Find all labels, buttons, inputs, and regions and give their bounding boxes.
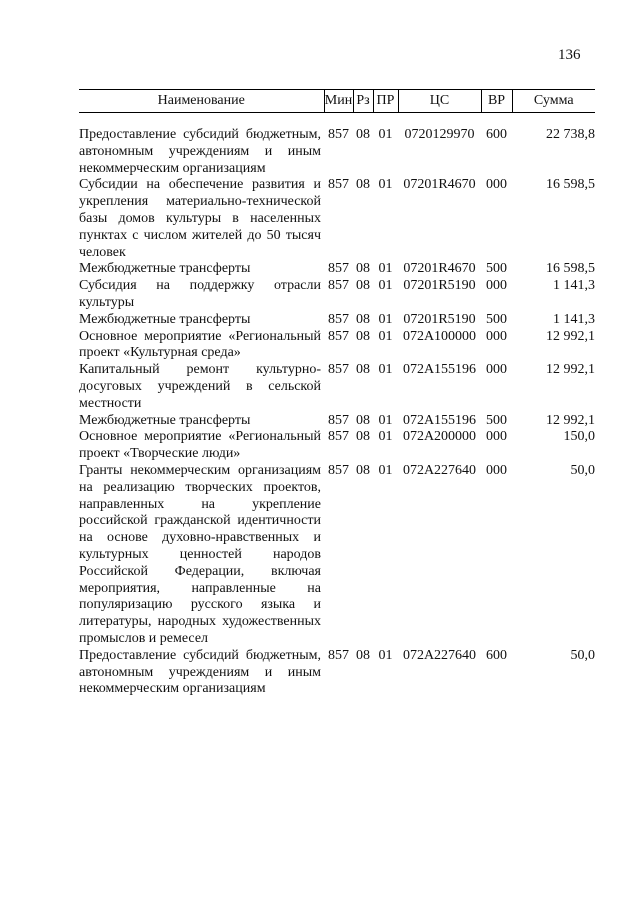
- table-row: [79, 429, 595, 463]
- row-name: Капитальный ремонт культурно-досуговых учреждений в сельской местности: [79, 362, 321, 411]
- row-min: 857: [328, 177, 349, 193]
- row-min: 857: [328, 127, 349, 142]
- row-cs: 072A200000: [402, 429, 477, 445]
- row-vr: 600: [486, 127, 507, 142]
- row-pr: 01: [378, 429, 393, 445]
- row-sum: 12 992,1: [546, 362, 595, 378]
- row-rz: 08: [356, 647, 370, 663]
- row-vr: 000: [486, 278, 507, 294]
- spacer-cell: [79, 113, 595, 128]
- row-rz: 08: [356, 362, 370, 378]
- header-vr: ВР: [481, 90, 512, 113]
- row-pr: 01: [378, 647, 393, 663]
- row-sum: 1 141,3: [553, 278, 595, 294]
- table-row: [79, 312, 595, 329]
- row-sum: 22 738,8: [546, 127, 595, 142]
- row-min: 857: [328, 311, 349, 327]
- row-cs: 072A227640: [402, 647, 477, 663]
- row-pr: 01: [378, 177, 393, 193]
- row-name: Предоставление субсидий бюджетным, автономным учреждениям и иным некоммерческим организациям: [79, 647, 321, 697]
- row-min: 857: [328, 412, 349, 428]
- row-vr: 000: [486, 177, 507, 193]
- row-sum: 50,0: [570, 647, 595, 663]
- row-name: Межбюджетные трансферты: [79, 412, 251, 428]
- page-number: 136: [558, 47, 581, 63]
- row-min: 857: [328, 328, 349, 344]
- row-pr: 01: [378, 311, 393, 327]
- row-min: 857: [328, 462, 349, 478]
- row-min: 857: [328, 647, 349, 663]
- row-vr: 600: [486, 647, 507, 663]
- row-cs: 072A227640: [402, 462, 477, 478]
- row-vr: 000: [486, 462, 507, 478]
- row-min: 857: [328, 278, 349, 294]
- header-gap: [79, 113, 595, 128]
- table-row: [79, 329, 595, 363]
- table-row: [79, 278, 595, 312]
- header-pr: ПР: [373, 90, 398, 113]
- row-pr: 01: [378, 127, 393, 142]
- row-rz: 08: [356, 328, 370, 344]
- row-pr: 01: [378, 261, 393, 277]
- row-vr: 000: [486, 362, 507, 378]
- table-row: [79, 362, 595, 412]
- row-cs: 07201R4670: [403, 177, 476, 193]
- row-cs: 072A155196: [402, 362, 477, 378]
- row-name: Межбюджетные трансферты: [79, 311, 251, 327]
- row-vr: 000: [486, 328, 507, 344]
- row-name: Субсидия на поддержку отрасли культуры: [79, 278, 321, 310]
- row-rz: 08: [356, 311, 370, 327]
- row-name: Гранты некоммерческим организациям на реализацию творческих проектов, направленных на укрепление российской гражданской идентичности на основе духовно-нравственных и культурных ценностей народов Российской Федерации, включая мероприятия, направленные на популяризацию русского языка и литературы, народных художественных промыслов и ремесел: [79, 462, 321, 646]
- row-rz: 08: [356, 127, 370, 142]
- row-cs: 07201R5190: [403, 278, 476, 294]
- row-sum: 16 598,5: [546, 177, 595, 193]
- row-rz: 08: [356, 261, 370, 277]
- row-cs: 072A100000: [402, 328, 477, 344]
- row-vr: 500: [486, 261, 507, 277]
- row-pr: 01: [378, 462, 393, 478]
- row-sum: 12 992,1: [546, 328, 595, 344]
- row-sum: 50,0: [570, 462, 595, 478]
- row-name: Субсидии на обеспечение развития и укрепления материально-технической базы домов культуры в населенных пунктах с числом жителей до 50 тысяч человек: [79, 177, 321, 260]
- row-pr: 01: [378, 278, 393, 294]
- table-row: [79, 177, 595, 261]
- table-row: [79, 648, 595, 698]
- row-sum: 12 992,1: [546, 412, 595, 428]
- header-cs: ЦС: [398, 90, 481, 113]
- budget-table: [79, 89, 595, 698]
- header-min: Мин: [324, 90, 353, 113]
- header-name: Наименование: [79, 90, 324, 113]
- row-pr: 01: [378, 362, 393, 378]
- row-sum: 150,0: [563, 429, 595, 445]
- table-row: [79, 463, 595, 648]
- row-rz: 08: [356, 278, 370, 294]
- row-rz: 08: [356, 177, 370, 193]
- row-rz: 08: [356, 429, 370, 445]
- row-name: Межбюджетные трансферты: [79, 261, 251, 277]
- row-sum: 1 141,3: [553, 311, 595, 327]
- row-name: Основное мероприятие «Региональный проект «Творческие люди»: [79, 429, 321, 462]
- table-row: [79, 413, 595, 430]
- header-rz: Рз: [353, 90, 373, 113]
- row-cs: 07201R5190: [403, 311, 476, 327]
- row-sum: 16 598,5: [546, 261, 595, 277]
- table-row: [79, 127, 595, 177]
- row-pr: 01: [378, 328, 393, 344]
- row-min: 857: [328, 362, 349, 378]
- row-vr: 500: [486, 311, 507, 327]
- row-pr: 01: [378, 412, 393, 428]
- row-vr: 000: [486, 429, 507, 445]
- row-cs: 072A155196: [402, 412, 477, 428]
- row-rz: 08: [356, 462, 370, 478]
- row-name: Основное мероприятие «Региональный проект «Культурная среда»: [79, 328, 321, 361]
- row-rz: 08: [356, 412, 370, 428]
- row-min: 857: [328, 261, 349, 277]
- header-sum: Сумма: [512, 90, 595, 113]
- row-name: Предоставление субсидий бюджетным, автономным учреждениям и иным некоммерческим организациям: [79, 127, 321, 176]
- table-header: [79, 90, 595, 113]
- row-cs: 0720129970: [404, 127, 475, 142]
- row-vr: 500: [486, 412, 507, 428]
- table-row: [79, 261, 595, 278]
- row-cs: 07201R4670: [403, 261, 476, 277]
- row-min: 857: [328, 429, 349, 445]
